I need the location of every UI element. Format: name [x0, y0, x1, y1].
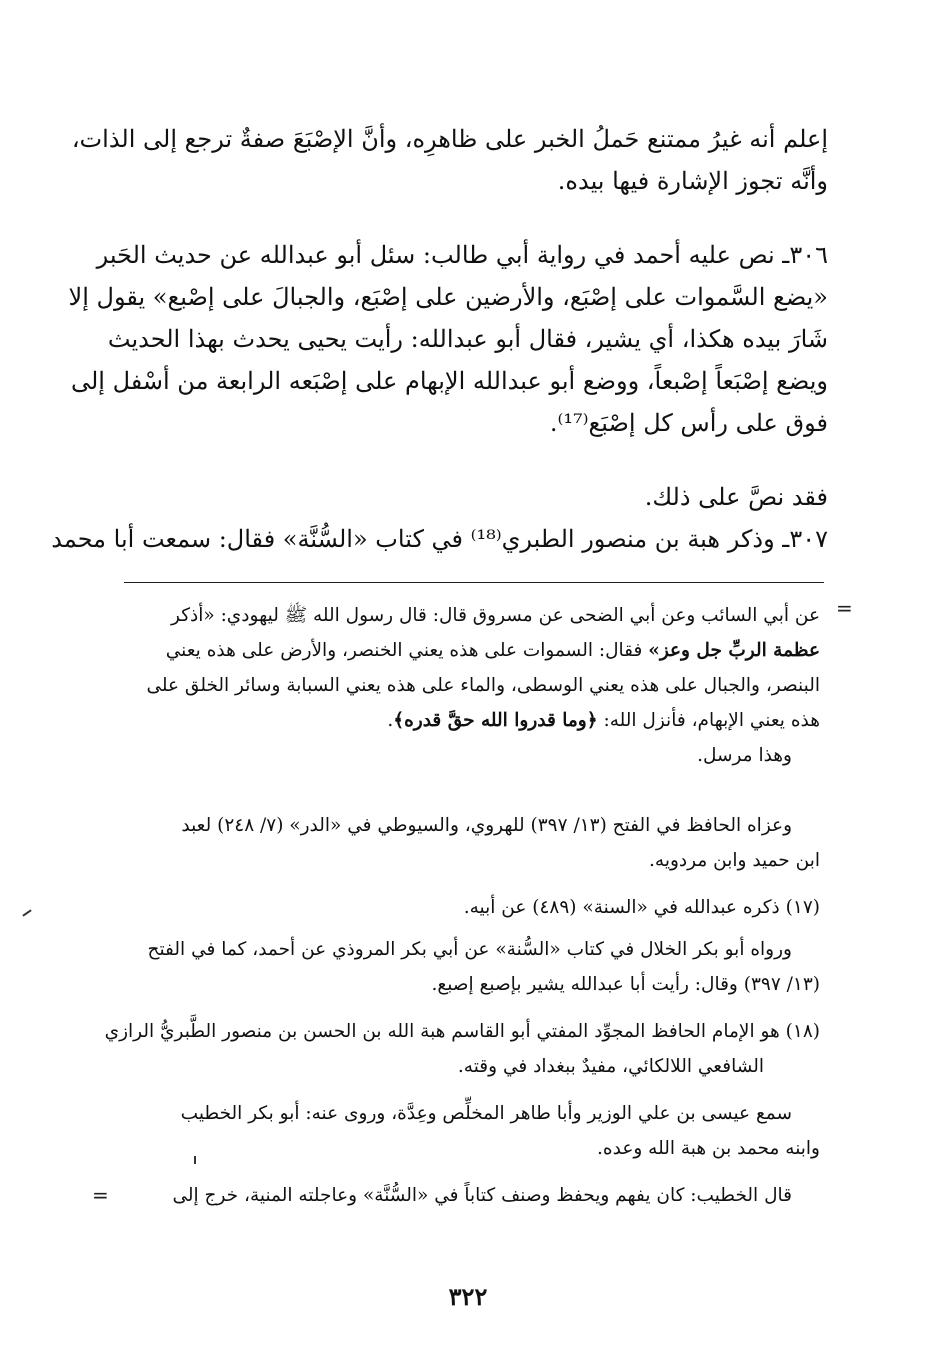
note-text: هذه يعني الإبهام، فأنزل الله:	[597, 710, 820, 731]
note-text: فقال: السموات على هذه يعني الخنصر، والأرض على هذه يعني	[165, 640, 649, 661]
text-line: فقد نصَّ على ذلك.	[644, 483, 828, 511]
text-line: فوق على رأس كل إصْبَع⁽¹⁷⁾.	[549, 409, 828, 437]
main-paragraph-3	[120, 476, 828, 518]
text-line: ٣٠٦ـ نص عليه أحمد في رواية أبي طالب: سئل أبو عبدالله عن حديث الحَبر	[96, 241, 828, 269]
main-paragraph-307	[51, 518, 828, 560]
page-number: ٣٢٢	[448, 1282, 488, 1311]
text-line: ٣٠٧ـ وذكر هبة بن منصور الطبري⁽¹⁸⁾ في كتاب «السُّنَّة» فقال: سمعت أبا محمد	[51, 525, 828, 553]
text-line: شَارَ بيده هكذا، أي يشير، فقال أبو عبدالله: رأيت يحيى يحدث بهذا الحديث	[107, 325, 828, 353]
note-line: عن أبي السائب وعن أبي الضحى عن مسروق قال: قال رسول الله ﷺ ليهودي: «أذكر	[170, 605, 820, 626]
footnote-attribution	[118, 808, 820, 878]
note-line: قال الخطيب: كان يفهم ويحفظ وصنف كتاباً في «السُّنَّة» وعاجلته المنية، خرج إلى	[172, 1185, 792, 1206]
footnote-17-continued	[118, 932, 820, 1002]
note-line: (١٧) ذكره عبدالله في «السنة» (٤٨٩) عن أبيه.	[463, 897, 820, 918]
note-line: وهذا مرسل.	[697, 745, 792, 766]
text-line: «يضع السَّموات على إصْبَع، والأرضين على إصْبَع، والجبالَ على إصْبع» يقول إلا	[68, 283, 828, 311]
stray-mark	[22, 909, 31, 916]
note-line: البنصر، والجبال على هذه يعني الوسطى، والماء على هذه يعني السبابة وسائر الخلق على	[146, 675, 820, 696]
footnote-18-continued	[118, 1096, 820, 1166]
text-line: وأنَّه تجوز الإشارة فيها بيده.	[557, 167, 828, 195]
note-text: .	[387, 710, 394, 731]
stray-mark	[194, 1156, 196, 1164]
note-line: ورواه أبو بكر الخلال في كتاب «السُّنة» عن أبي بكر المروذي عن أحمد، كما في الفتح	[147, 939, 792, 960]
note-line	[118, 633, 820, 668]
footnote-17	[118, 890, 820, 925]
footnote-separator	[124, 582, 824, 583]
note-line: (١٨) هو الإمام الحافظ المجوِّد المفتي أبو القاسم هبة الله بن الحسن بن منصور الطَّبريُّ الرازي	[104, 1021, 820, 1042]
end-continuation-mark: =	[92, 1183, 109, 1207]
text-line: إعلم أنه غيرُ ممتنع حَملُ الخبر على ظاهرِه، وأنَّ الإصْبَعَ صفةٌ ترجع إلى الذات،	[71, 125, 828, 153]
note-line: وابنه محمد بن هبة الله وعده.	[597, 1138, 820, 1159]
footnote-18-khatib	[118, 1178, 820, 1213]
note-line: ابن حميد وابن مردويه.	[649, 850, 820, 871]
footnote-continuation	[118, 598, 820, 773]
note-line: سمع عيسى بن علي الوزير وأبا طاهر المخلِّص وعِدَّة، وروى عنه: أبو بكر الخطيب	[180, 1103, 792, 1124]
footnote-18	[104, 1014, 820, 1084]
quran-quote: ﴿وما قدروا الله حقَّ قدره﴾	[393, 710, 598, 731]
text-line: ويضع إصْبَعاً إصْبعاً، ووضع أبو عبدالله الإبهام على إصْبَعه الرابعة من أسْفل إلى	[70, 367, 828, 395]
note-line: الشافعي اللالكائي، مفيدٌ ببغداد في وقته.	[457, 1056, 764, 1077]
main-paragraph-306	[68, 234, 828, 444]
main-paragraph-1	[71, 118, 828, 202]
continuation-mark: =	[836, 596, 853, 620]
note-line: وعزاه الحافظ في الفتح (١٣/ ٣٩٧) للهروي، والسيوطي في «الدر» (٧/ ٢٤٨) لعبد	[181, 815, 792, 836]
note-line: (١٣/ ٣٩٧) وقال: رأيت أبا عبدالله يشير بإصبع إصبع.	[431, 974, 820, 995]
note-line	[118, 703, 820, 738]
bold-quote: عظمة الربِّ جل وعز»	[648, 640, 820, 661]
